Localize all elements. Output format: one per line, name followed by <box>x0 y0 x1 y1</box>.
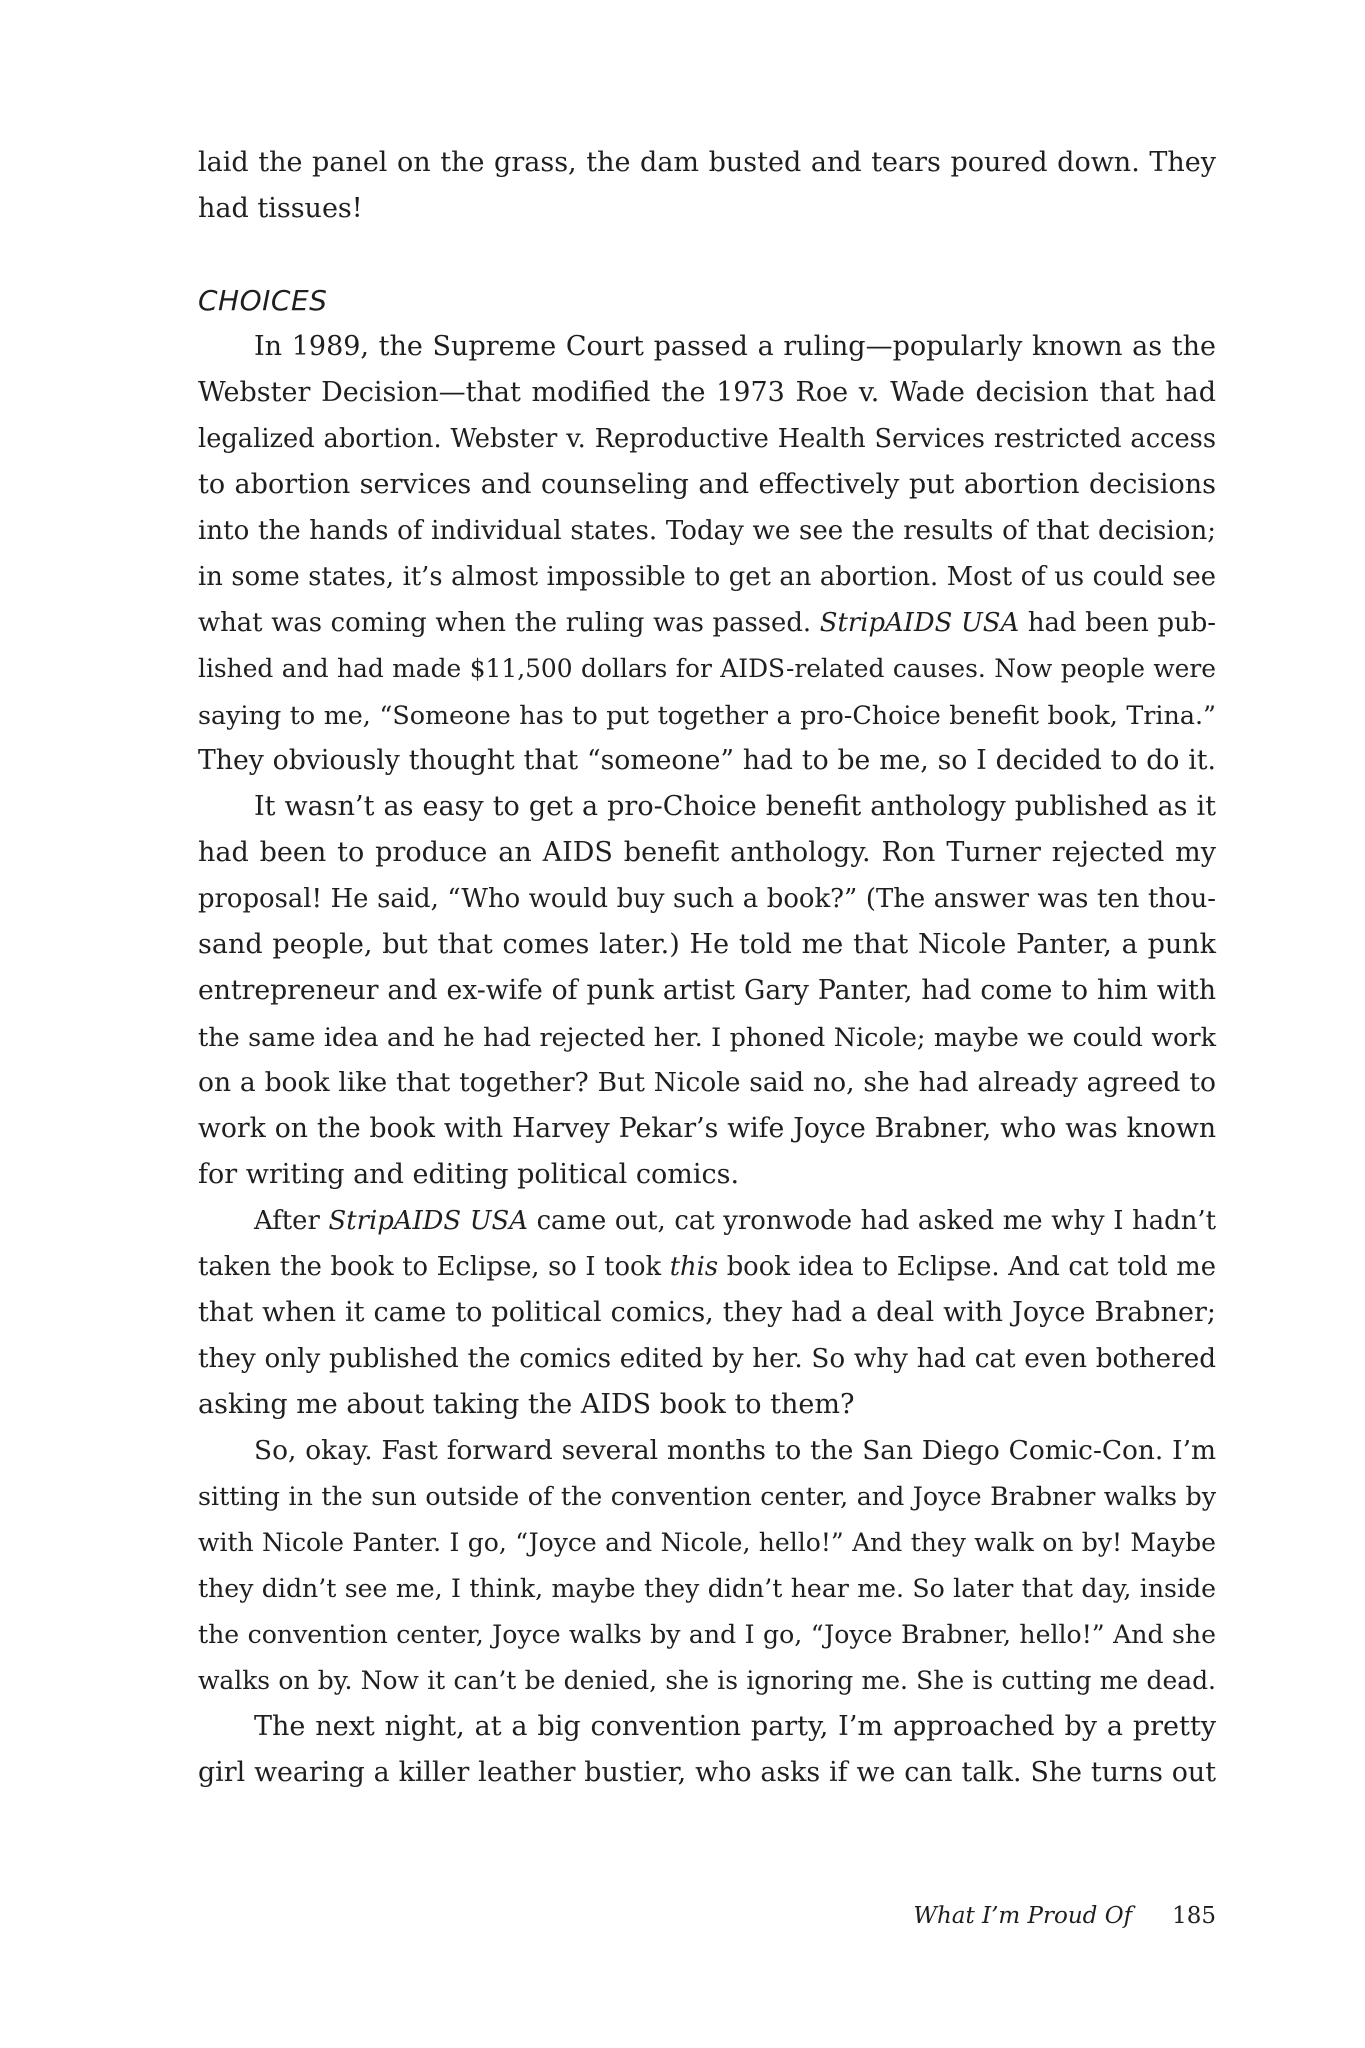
text-run: After <box>254 1206 320 1236</box>
text-line: They obviously thought that “someone” had to be me, so I decided to do it. <box>198 745 1216 776</box>
text-line: walks on by. Now it can’t be denied, she is ignoring me. She is cutting me dead. <box>198 1666 1216 1695</box>
text-line: asking me about taking the AIDS book to them? <box>198 1389 855 1420</box>
text-line: laid the panel on the grass, the dam busted and tears poured down. They <box>198 147 1216 178</box>
text-line: entrepreneur and ex-wife of punk artist Gary Panter, had come to him with <box>198 975 1216 1006</box>
paragraph <box>198 784 1216 1198</box>
text-line: So, okay. Fast forward several months to the San Diego Comic-Con. I’m <box>254 1436 1216 1466</box>
text-line: for writing and editing political comics. <box>198 1159 740 1190</box>
section-gap <box>198 232 1216 278</box>
page-footer <box>900 1903 1216 1929</box>
paragraph <box>198 1428 1216 1704</box>
text-line: on a book like that together? But Nicole said no, she had already agreed to <box>198 1067 1216 1098</box>
text-line: the same idea and he had rejected her. I phoned Nicole; maybe we could work <box>198 1022 1216 1052</box>
text-line: girl wearing a killer leather bustier, who asks if we can talk. She turns out <box>198 1757 1216 1788</box>
text-line: In 1989, the Supreme Court passed a ruling—popularly known as the <box>254 331 1216 362</box>
text-line: the convention center, Joyce walks by and I go, “Joyce Brabner, hello!” And she <box>198 1620 1216 1649</box>
text-line: in some states, it’s almost impossible to get an abortion. Most of us could see <box>198 562 1216 592</box>
section-heading: CHOICES <box>198 284 328 317</box>
paragraph <box>198 1704 1216 1796</box>
page-body <box>198 140 1216 1796</box>
text-line: lished and had made $11,500 dollars for AIDS-related causes. Now people were <box>198 654 1216 683</box>
book-title: StripAIDS USA <box>328 1206 528 1236</box>
text-line: with Nicole Panter. I go, “Joyce and Nicole, hello!” And they walk on by! Maybe <box>198 1528 1216 1557</box>
text-line: sitting in the sun outside of the convention center, and Joyce Brabner walks by <box>198 1482 1216 1511</box>
text-line: they only published the comics edited by her. So why had cat even bothered <box>198 1344 1216 1374</box>
running-head: What I’m Proud Of <box>913 1903 1133 1929</box>
text-run: came out, cat yronwode had asked me why I hadn’t <box>536 1206 1216 1236</box>
paragraph <box>198 324 1216 784</box>
text-line: into the hands of individual states. Today we see the results of that decision; <box>198 516 1216 546</box>
text-run: book idea to Eclipse. And cat told me <box>726 1252 1216 1282</box>
text-line: that when it came to political comics, they had a deal with Joyce Brabner; <box>198 1297 1216 1328</box>
emphasis: this <box>669 1252 719 1282</box>
text-line: they didn’t see me, I think, maybe they didn’t hear me. So later that day, inside <box>198 1574 1216 1603</box>
book-title: StripAIDS USA <box>819 608 1020 638</box>
text-run: had been pub- <box>1027 608 1216 638</box>
text-line: work on the book with Harvey Pekar’s wife Joyce Brabner, who was known <box>198 1113 1216 1144</box>
text-line: to abortion services and counseling and effectively put abortion decisions <box>198 469 1216 500</box>
text-line <box>198 600 1216 646</box>
text-line: sand people, but that comes later.) He told me that Nicole Panter, a punk <box>198 929 1216 960</box>
text-line: saying to me, “Someone has to put together a pro-Choice benefit book, Trina.” <box>198 700 1216 730</box>
text-line: It wasn’t as easy to get a pro-Choice benefit anthology published as it <box>254 791 1216 822</box>
text-run: taken the book to Eclipse, so I took <box>198 1252 662 1282</box>
text-line: proposal! He said, “Who would buy such a book?” (The answer was ten thou- <box>198 884 1216 914</box>
text-line: The next night, at a big convention party, I’m approached by a pretty <box>254 1711 1216 1742</box>
page-number: 185 <box>1172 1903 1216 1929</box>
text-run: what was coming when the ruling was passed. <box>198 608 812 638</box>
paragraph <box>198 1198 1216 1428</box>
text-line: had been to produce an AIDS benefit anthology. Ron Turner rejected my <box>198 837 1216 868</box>
text-line: Webster Decision—that modified the 1973 Roe v. Wade decision that had <box>198 377 1216 408</box>
paragraph <box>198 140 1216 232</box>
text-line <box>198 1198 1216 1244</box>
text-line: had tissues! <box>198 193 363 224</box>
text-line <box>198 1244 1216 1290</box>
text-line: legalized abortion. Webster v. Reproductive Health Services restricted access <box>198 424 1216 454</box>
